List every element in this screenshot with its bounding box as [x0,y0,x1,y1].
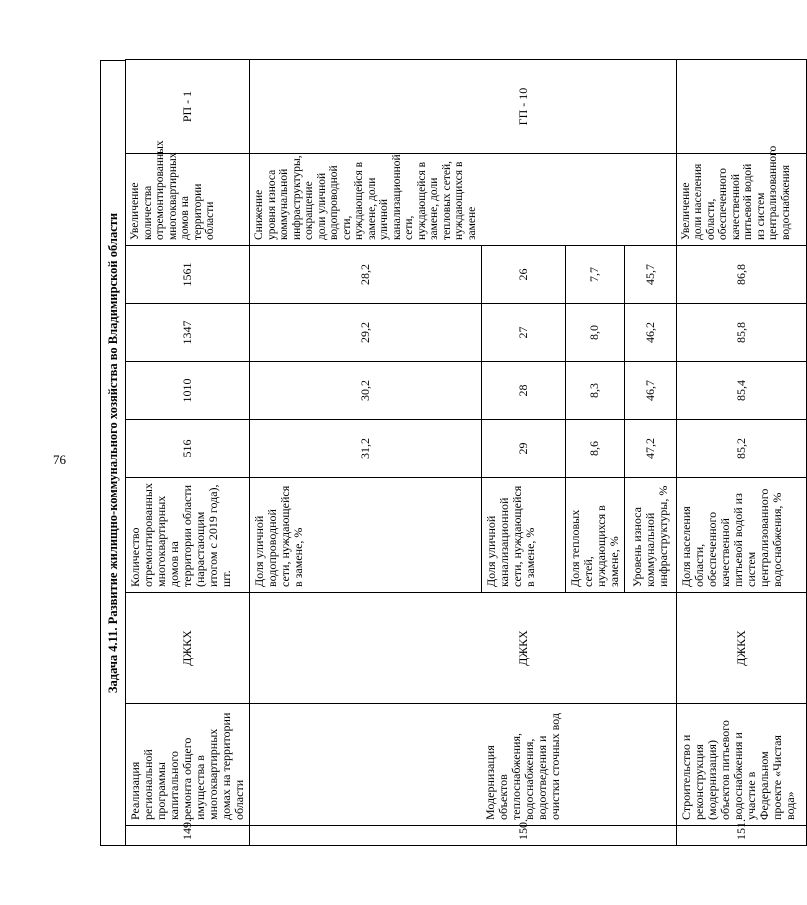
indicator: Доля уличной канализационной сети, нуждающейся в замене, % [481,478,565,593]
indicator: Количество отремонтированных многоквартирных домов на территории области (нарастающим итогом с 2019 года), шт. [126,478,250,593]
table-row-150c [565,60,624,846]
value-4: 1561 [126,246,250,304]
value-1: 29 [481,420,565,478]
table-row-151 [676,60,806,846]
value-2: 1010 [126,362,250,420]
value-2: 46,7 [624,362,676,420]
task-title: Задача 4.11. Развитие жилищно-коммунального хозяйства во Владимирской области [100,60,125,846]
table-row-149 [126,60,250,846]
value-4: 28,2 [250,246,482,304]
indicator: Уровень износа коммунальной инфраструктуры, % [624,478,676,593]
value-2: 30,2 [250,362,482,420]
value-1: 47,2 [624,420,676,478]
page-number: 76 [53,452,66,467]
value-1: 8,6 [565,420,624,478]
table-row-150b [481,60,565,846]
row-number: 149. [126,826,250,846]
program-code: РП - 1 [126,60,250,154]
executor: ДЖКХ [676,593,806,704]
value-4: 45,7 [624,246,676,304]
expected-result: Увеличение доли населения области, обеспеченного качественной питьевой водой из систем централизованного водоснабжения [676,154,806,246]
event-name: Модернизация объектов теплоснабжения, водоснабжения, водоотведения и очистки сточных вод [481,704,565,826]
value-3: 1347 [126,304,250,362]
program-code: ГП - 10 [481,60,565,154]
value-3: 29,2 [250,304,482,362]
executor: ДЖКХ [481,593,565,704]
value-2: 28 [481,362,565,420]
value-4: 86,8 [676,246,806,304]
value-1: 85,2 [676,420,806,478]
measures-table [125,59,807,846]
rotated-table-container [100,60,797,846]
value-1: 31,2 [250,420,482,478]
executor: ДЖКХ [126,593,250,704]
value-3: 85,8 [676,304,806,362]
value-3: 8,0 [565,304,624,362]
indicator: Доля тепловых сетей, нуждающихся в замене, % [565,478,624,593]
value-1: 516 [126,420,250,478]
value-3: 27 [481,304,565,362]
indicator: Доля уличной водопроводной сети, нуждающейся в замене, % [250,478,482,593]
indicator: Доля населения области, обеспеченного качественной питьевой водой из систем централизованного водоснабжения, % [676,478,806,593]
table-row-150a [250,60,482,846]
value-2: 8,3 [565,362,624,420]
value-3: 46,2 [624,304,676,362]
table-row-150d [624,60,676,846]
value-4: 26 [481,246,565,304]
value-4: 7,7 [565,246,624,304]
event-name: Строительство и реконструкция (модернизация) объектов питьевого водоснабжения и участие в Федеральном проекте «Чистая вода» [676,704,806,826]
row-number: 151. [676,826,806,846]
event-name: Реализация региональной программы капитального ремонта общего имущества в многоквартирных домах на территории области [126,704,250,826]
value-2: 85,4 [676,362,806,420]
row-number: 150. [481,826,565,846]
expected-result: Снижение уровня износа коммунальной инфраструктуры, сокращение доли уличной водопроводной сети, нуждающейся в замене, доли уличной канализационной сети, нуждающейся в замене, доли тепловых сетей, нуждающихся в замене [250,154,482,246]
expected-result: Увеличение количества отремонтированных многоквартирных домов на территории области [126,154,250,246]
